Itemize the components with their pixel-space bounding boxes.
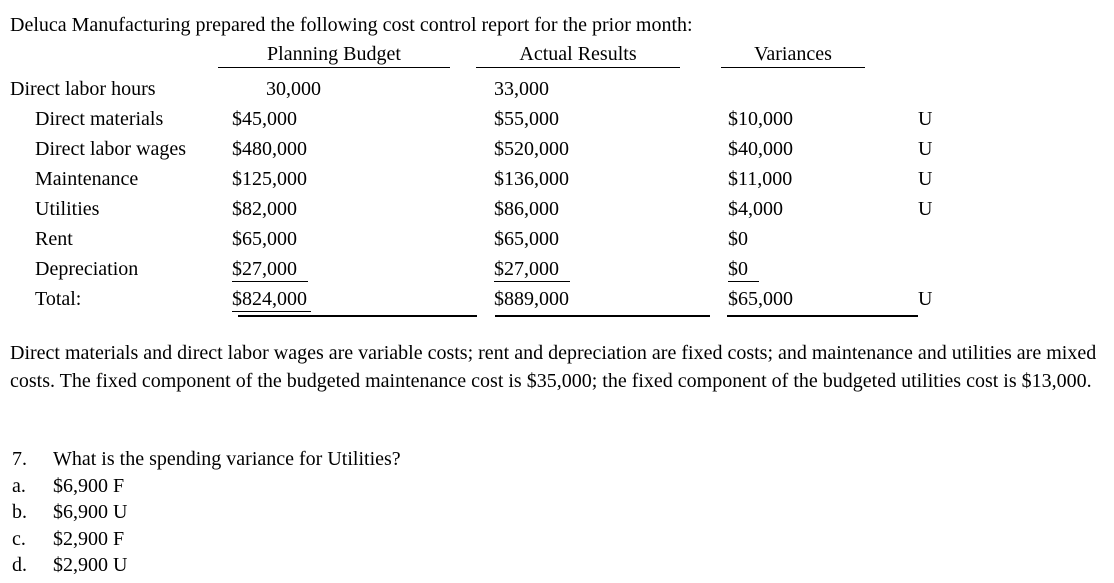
- variance-value: $10,000: [728, 108, 793, 130]
- actual-results-value: $55,000: [494, 108, 559, 130]
- variance-flag: U: [918, 138, 933, 160]
- variance-value: $0: [728, 228, 748, 250]
- report-intro-text: Deluca Manufacturing prepared the following cost control report for the prior month:: [10, 14, 693, 36]
- column-header-variances: Variances: [721, 44, 865, 68]
- variance-value: $11,000: [728, 168, 793, 190]
- planning-budget-value: $125,000: [232, 168, 307, 190]
- table-row-direct-labor-wages: [10, 134, 995, 164]
- row-label: Maintenance: [35, 168, 139, 190]
- column-header-planning-budget-cell: [223, 44, 480, 74]
- actual-results-value: $27,000: [480, 254, 721, 284]
- variance-flag: U: [918, 108, 933, 130]
- row-label: Rent: [35, 228, 73, 250]
- question-block: [12, 446, 401, 579]
- table-row-maintenance: [10, 164, 995, 194]
- column-header-variances-cell: [721, 44, 915, 74]
- option-a: [12, 473, 401, 500]
- header-flag-spacer: [915, 44, 995, 74]
- header-spacer: [10, 44, 223, 74]
- variance-value: $40,000: [728, 138, 793, 160]
- planning-budget-value: $824,000: [223, 284, 480, 314]
- row-label: Total:: [35, 288, 82, 310]
- column-header-actual-results: Actual Results: [476, 44, 680, 68]
- table-row-rent: [10, 224, 995, 254]
- planning-budget-value: $27,000: [223, 254, 480, 284]
- option-d: [12, 552, 401, 579]
- actual-results-value: $86,000: [494, 198, 559, 220]
- option-b: [12, 499, 401, 526]
- option-text: $2,900 F: [53, 527, 125, 550]
- planning-budget-value: $65,000: [232, 228, 297, 250]
- variance-flag: U: [918, 198, 933, 220]
- row-label: Depreciation: [35, 258, 139, 280]
- variances-total-rule: [727, 315, 918, 317]
- option-c: [12, 526, 401, 553]
- column-header-planning-budget: Planning Budget: [218, 44, 450, 68]
- question-text: What is the spending variance for Utilities?: [53, 448, 401, 470]
- option-text: $6,900 F: [53, 474, 125, 497]
- actual-results-value: $520,000: [494, 138, 569, 160]
- question-number: 7.: [12, 448, 27, 470]
- planning-budget-total-rule: [238, 315, 477, 317]
- row-label: Direct materials: [35, 108, 164, 130]
- row-label: Direct labor wages: [35, 138, 187, 160]
- planning-budget-value: 30,000: [266, 78, 321, 100]
- actual-results-value: $889,000: [494, 288, 569, 310]
- row-label: Direct labor hours: [10, 78, 156, 100]
- actual-results-value: $65,000: [494, 228, 559, 250]
- planning-budget-value: $82,000: [232, 198, 297, 220]
- actual-results-total-rule: [495, 315, 710, 317]
- planning-budget-value: $480,000: [232, 138, 307, 160]
- option-letter: c.: [12, 527, 26, 550]
- option-letter: b.: [12, 501, 27, 523]
- variance-flag: U: [918, 168, 933, 190]
- variance-flag: [915, 224, 995, 254]
- option-letter: a.: [12, 474, 26, 497]
- table-row-depreciation: [10, 254, 995, 284]
- column-header-actual-results-cell: [480, 44, 721, 74]
- table-bottom-rules: [10, 314, 995, 324]
- variance-value: $4,000: [728, 198, 783, 220]
- row-label: Utilities: [35, 198, 100, 220]
- actual-results-value: $136,000: [494, 168, 569, 190]
- option-text: $6,900 U: [53, 501, 128, 523]
- variance-flag: [915, 254, 995, 284]
- table-row-direct-labor-hours: [10, 74, 995, 104]
- variance-flag: U: [918, 288, 933, 310]
- cost-control-table: [10, 42, 995, 324]
- actual-results-value: 33,000: [494, 78, 549, 100]
- question-line: [12, 446, 401, 473]
- table-row-direct-materials: [10, 104, 995, 134]
- variance-value: [721, 74, 915, 104]
- option-text: $2,900 U: [53, 554, 128, 576]
- variance-value: $65,000: [728, 288, 793, 310]
- cost-behavior-description: Direct materials and direct labor wages are variable costs; rent and depreciation are fixed costs; and maintenance and utilities are mixed costs. The fixed component of the budgeted maintenance cost is $35,000; the fixed component of the budgeted utilities cost is $13,000.: [10, 342, 1097, 392]
- table-row-utilities: [10, 194, 995, 224]
- planning-budget-value: $45,000: [232, 108, 297, 130]
- variance-flag: [915, 74, 995, 104]
- variance-value: $0: [721, 254, 915, 284]
- table-row-total: [10, 284, 995, 314]
- option-letter: d.: [12, 554, 27, 576]
- table-header-row: [10, 42, 995, 74]
